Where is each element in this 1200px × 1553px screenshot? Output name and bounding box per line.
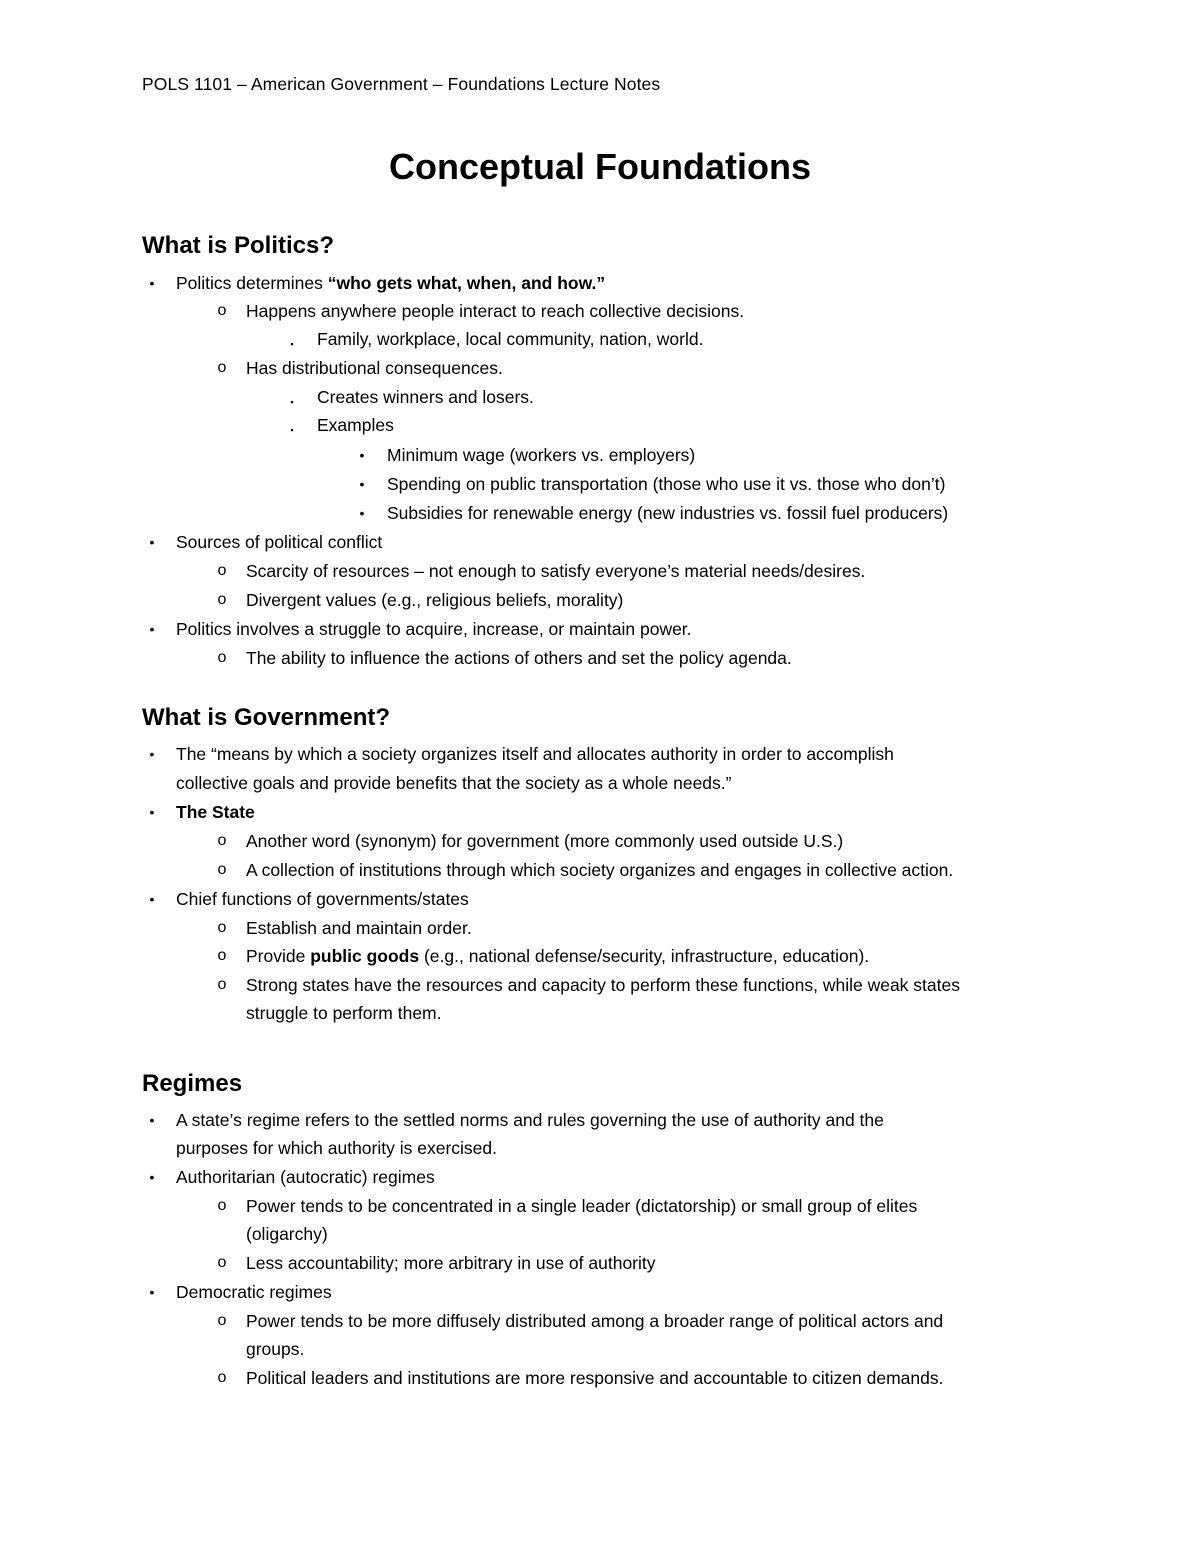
bullet-marker: • bbox=[149, 891, 155, 907]
bullet-marker: • bbox=[359, 505, 365, 521]
section-heading-politics: What is Politics? bbox=[142, 232, 335, 259]
bullet-marker: • bbox=[149, 1112, 155, 1128]
list-item-continuation: purposes for which authority is exercised. bbox=[176, 1138, 497, 1158]
document-page: POLS 1101 – American Government – Foundations Lecture Notes Conceptual Foundations What is Politics? • Politics determines “who gets what, when, and how.” o Happens anywhere people interact to reach collective decisions. ▪ Family, workplace, local community, nation, world. o Has distributional consequences. ▪ Creates winners and losers. ▪ Examples • Minimum wage (workers vs. employers) • Spending on public transportation (those who use it vs. those who don’t) • Subsidies for renewable energy (new industries vs. fossil fuel producers) • Sources of political conflict o Scarcity of resources – not enough to satisfy everyone’s material needs/desires. o Divergent values (e.g., religious beliefs, morality) • Politics involves a struggle to acquire, increase, or maintain power. o The ability to influence the actions of others and set the policy agenda. What is Government? • The “means by which a society organizes itself and allocates authority in order to accomplish collective goals and provide benefits that the society as a whole needs.” • The State o Another word (synonym) for government (more commonly used outside U.S.) o A collection of institutions through which society organizes and engages in collective action. • Chief functions of governments/states o Establish and maintain order. o Provide public goods (e.g., national defense/security, infrastructure, education). o Strong states have the resources and capacity to perform these functions, while weak states struggle to perform them. Regimes • A state’s regime refers to the settled norms and rules governing the use of authority and the purposes for which authority is exercised. • Authoritarian (autocratic) regimes o Power tends to be concentrated in a single leader (dictatorship) or small group of elites (oligarchy) o Less accountability; more arbitrary in use of authority • Democratic regimes o Power tends to be more diffusely distributed among a broader range of political actors and groups. o Political leaders and institutions are more responsive and accountable to citizen demands. bbox=[0, 0, 1200, 1553]
running-header: POLS 1101 – American Government – Foundations Lecture Notes bbox=[142, 74, 661, 94]
circle-marker: o bbox=[217, 832, 227, 849]
bullet-marker: • bbox=[149, 746, 155, 762]
circle-marker: o bbox=[217, 302, 227, 319]
bullet-marker: • bbox=[149, 1284, 155, 1300]
bullet-marker: • bbox=[149, 804, 155, 820]
list-item-continuation: (oligarchy) bbox=[246, 1224, 328, 1244]
circle-marker: o bbox=[217, 649, 227, 666]
circle-marker: o bbox=[217, 1369, 227, 1386]
circle-marker: o bbox=[217, 591, 227, 608]
circle-marker: o bbox=[217, 1197, 227, 1214]
circle-marker: o bbox=[217, 1254, 227, 1271]
square-marker: ▪ bbox=[290, 397, 294, 407]
bullet-marker: • bbox=[149, 534, 155, 550]
bullet-marker: • bbox=[359, 447, 365, 463]
section-heading-regimes: Regimes bbox=[142, 1070, 243, 1097]
section-heading-government: What is Government? bbox=[142, 704, 391, 731]
bullet-marker: • bbox=[149, 621, 155, 637]
bullet-marker: • bbox=[149, 275, 155, 291]
list-item-continuation: struggle to perform them. bbox=[246, 1003, 442, 1023]
square-marker: ▪ bbox=[290, 425, 294, 435]
page-title: Conceptual Foundations bbox=[389, 146, 811, 187]
circle-marker: o bbox=[217, 359, 227, 376]
bullet-marker: • bbox=[359, 476, 365, 492]
circle-marker: o bbox=[217, 919, 227, 936]
circle-marker: o bbox=[217, 1312, 227, 1329]
list-item-continuation: collective goals and provide benefits that the society as a whole needs.” bbox=[176, 773, 732, 793]
circle-marker: o bbox=[217, 861, 227, 878]
square-marker: ▪ bbox=[290, 339, 294, 349]
circle-marker: o bbox=[217, 947, 227, 964]
circle-marker: o bbox=[217, 562, 227, 579]
circle-marker: o bbox=[217, 976, 227, 993]
list-item-continuation: groups. bbox=[246, 1339, 305, 1359]
bullet-marker: • bbox=[149, 1169, 155, 1185]
